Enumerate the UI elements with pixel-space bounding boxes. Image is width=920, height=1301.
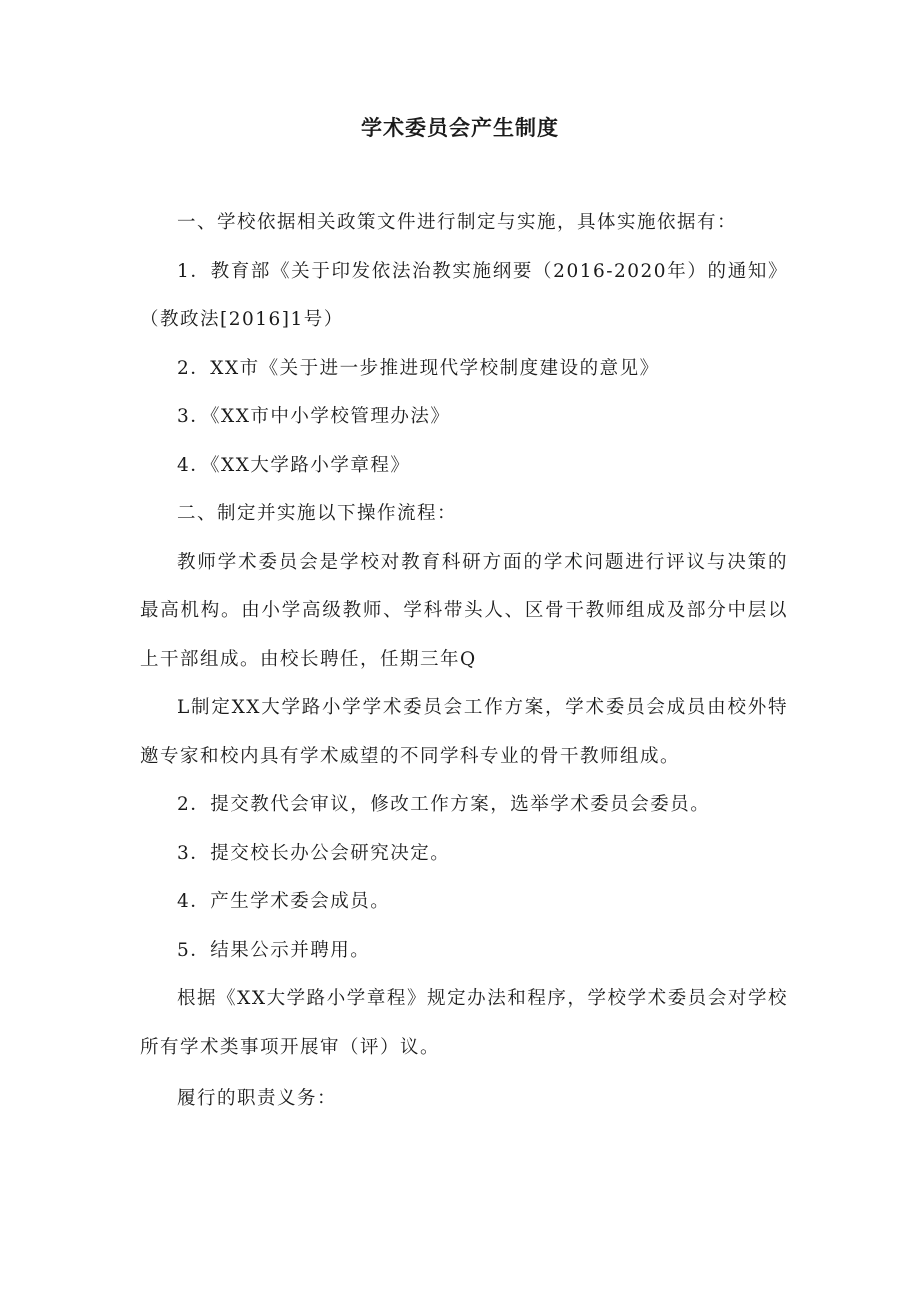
paragraph-process-step-4: 4．产生学术委会成员。 (177, 891, 391, 912)
paragraph-process-step-3: 3．提交校长办公会研究决定。 (177, 842, 451, 864)
paragraph-process-intro: 二、制定并实施以下操作流程： (177, 503, 458, 524)
document-body (140, 199, 788, 1124)
paragraph-process-step-5: 5．结果公示并聘用。 (177, 939, 371, 961)
document-title: 学术委员会产生制度 (361, 116, 559, 140)
paragraph-basis-item-4: 4．《XX大学路小学章程》 (177, 454, 411, 476)
paragraph-basis-item-3: 3．《XX市中小学校管理办法》 (177, 406, 451, 427)
paragraph-basis-intro: 一、学校依据相关政策文件进行制定与实施，具体实施依据有： (177, 212, 738, 233)
paragraph-basis-item-2: 2．XX市《关于进一步推进现代学校制度建设的意见》 (177, 357, 660, 379)
paragraph-basis-item-1: 1．教育部《关于印发依法治教实施纲要（2016-2020年）的通知》（教政法[2016]1号） (140, 260, 788, 330)
paragraph-review-scope: 根据《XX大学路小学章程》规定办法和程序，学校学术委员会对学校所有学术类事项开展审（评）议。 (140, 988, 788, 1058)
paragraph-process-step-2: 2．提交教代会审议，修改工作方案，选举学术委员会委员。 (177, 794, 711, 815)
paragraph-duties-heading: 履行的职责义务： (177, 1088, 338, 1109)
paragraph-committee-description: 教师学术委员会是学校对教育科研方面的学术问题进行评议与决策的最高机构。由小学高级教师、学科带头人、区骨干教师组成及部分中层以上干部组成。由校长聘任，任期三年Q (140, 551, 788, 670)
paragraph-process-step-1: L制定XX大学路小学学术委员会工作方案，学术委员会成员由校外特邀专家和校内具有学术威望的不同学科专业的骨干教师组成。 (140, 697, 788, 767)
